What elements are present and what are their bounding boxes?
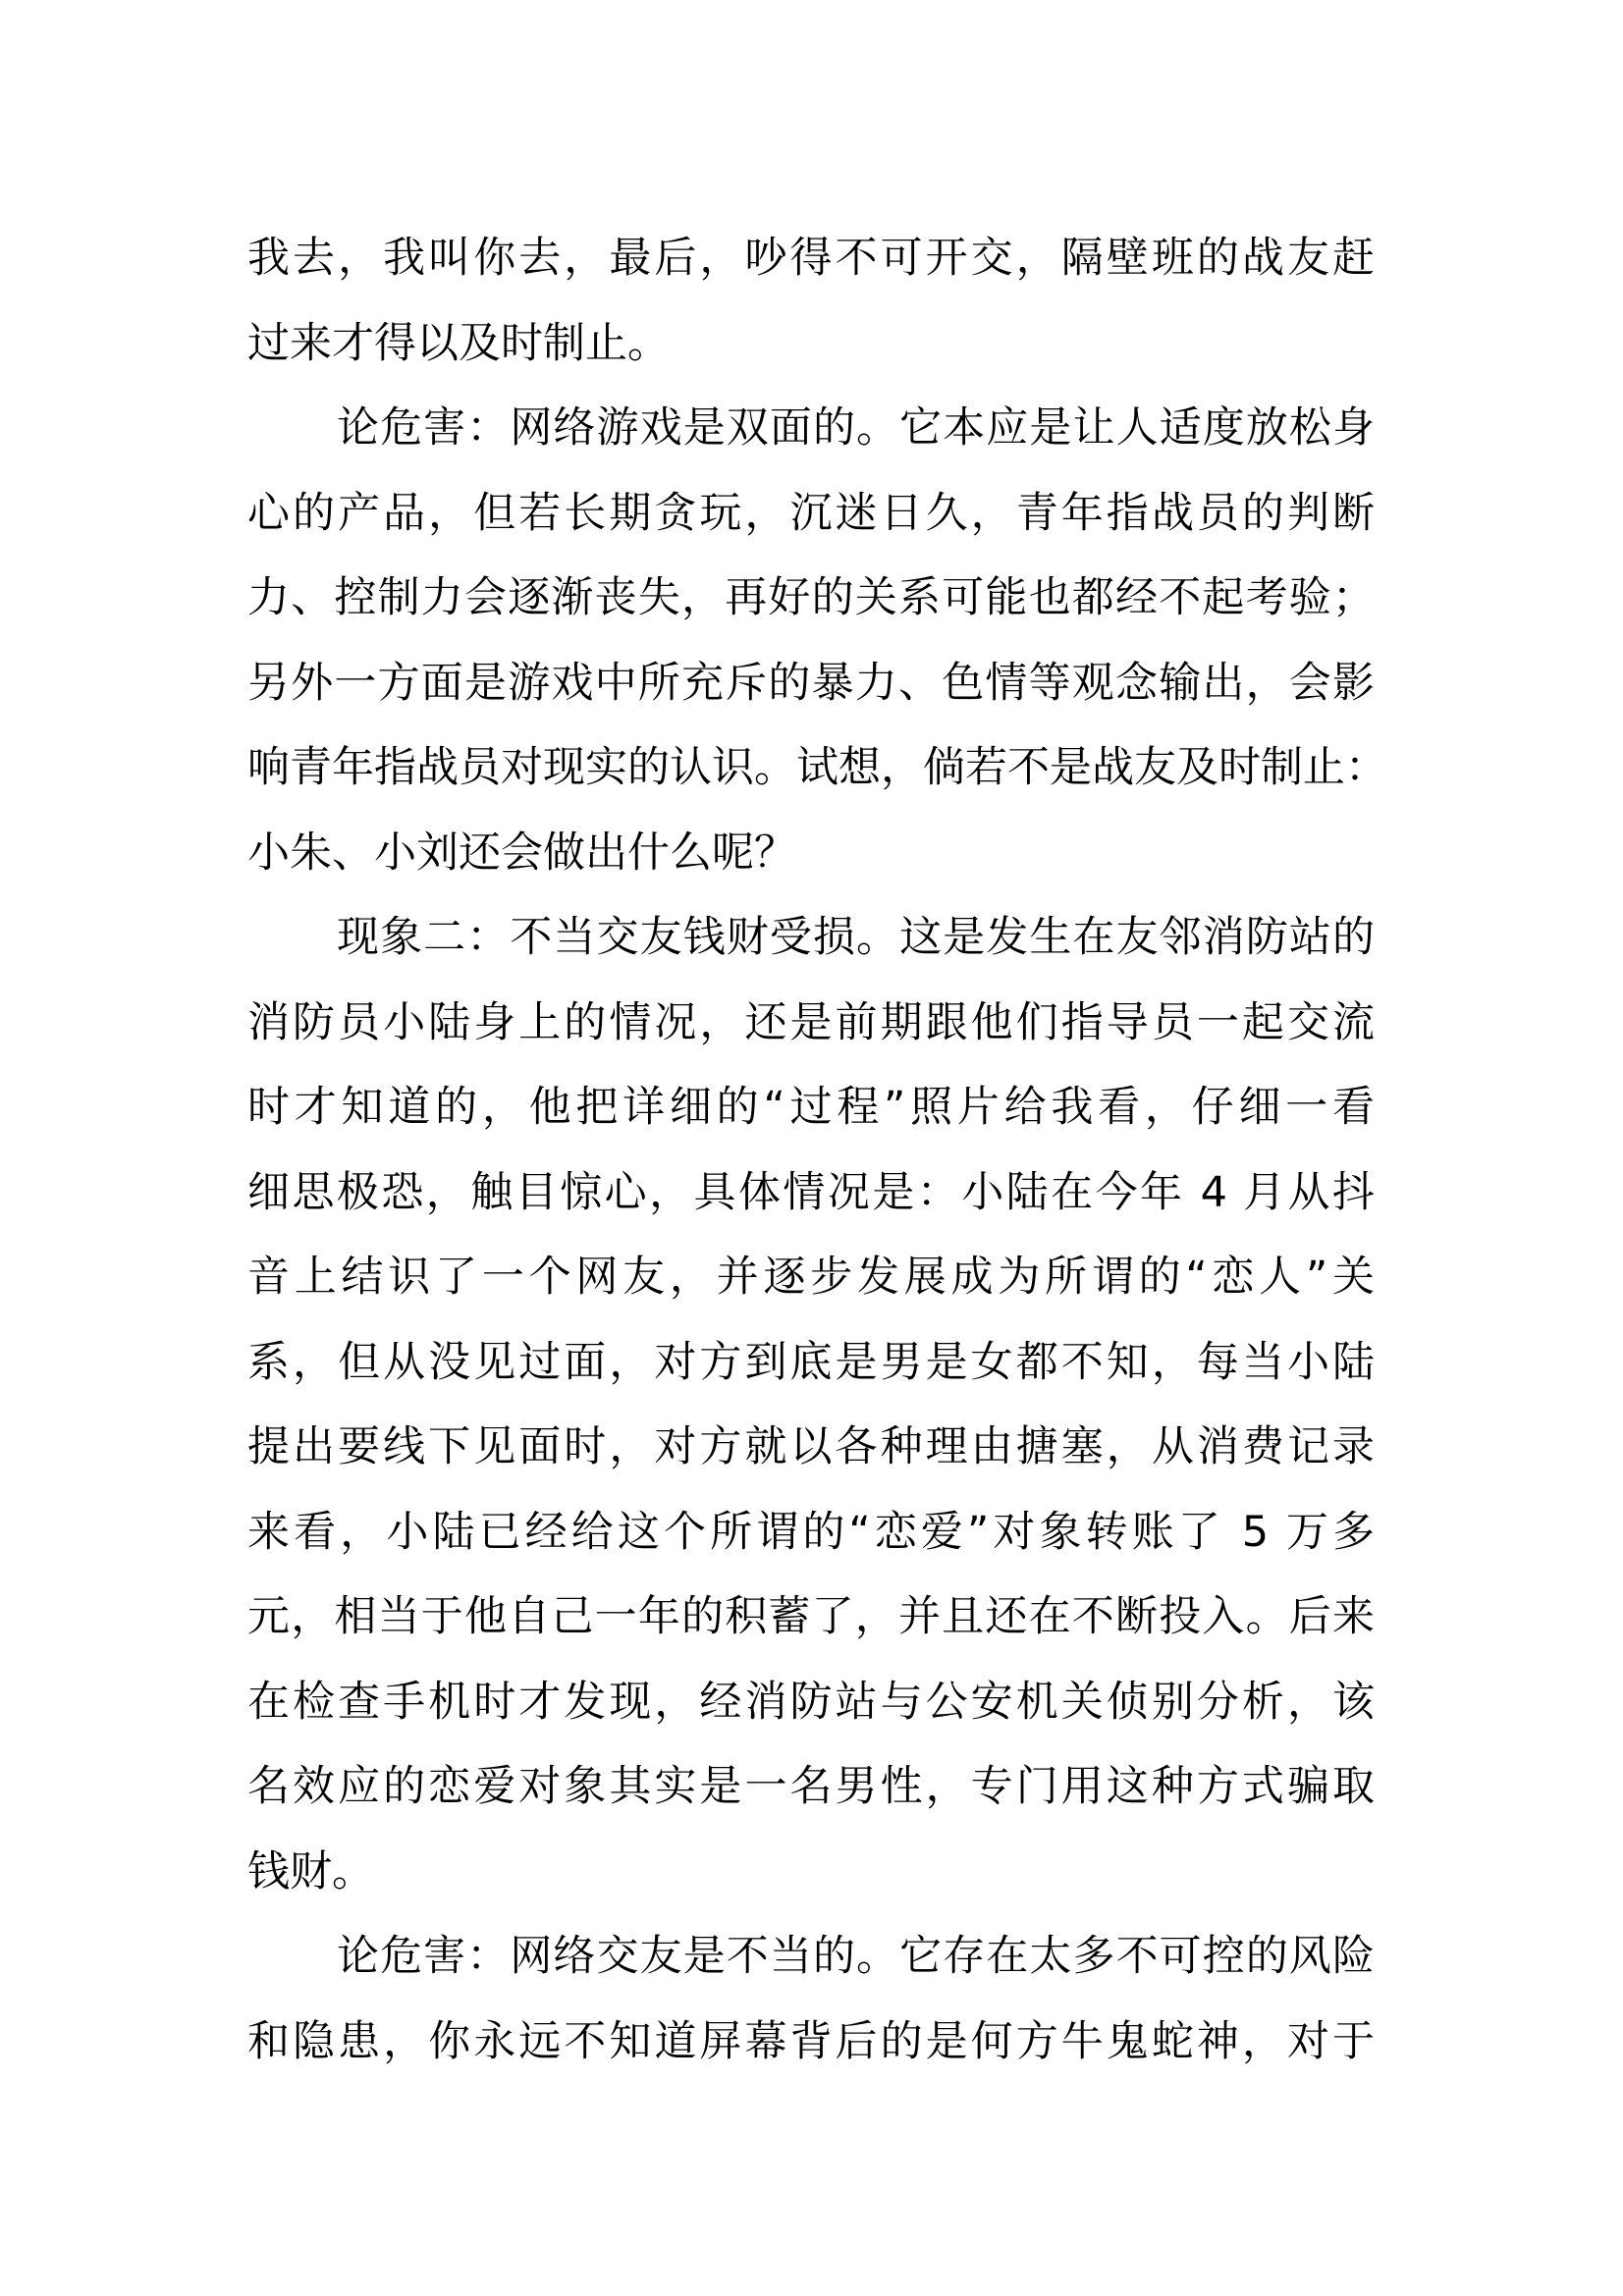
text-line: 钱财。	[247, 1846, 374, 1896]
text-line: 和隐患，你永远不知道屏幕背后的是何方牛鬼蛇神，对于	[247, 2016, 1375, 2066]
text-line: 响青年指战员对现实的认识。试想，倘若不是战友及时制止：	[247, 743, 1387, 792]
text-line: 另外一方面是游戏中所充斥的暴力、色情等观念输出，会影	[247, 658, 1375, 708]
text-line: 系，但从没见过面，对方到底是男是女都不知，每当小陆	[247, 1337, 1375, 1387]
text-line: 过来才得以及时制止。	[247, 318, 670, 368]
document-body	[247, 228, 1387, 2096]
text-line: 音上结识了一个网友，并逐步发展成为所谓的“恋人”关	[247, 1253, 1375, 1302]
text-line: 论危害：网络交友是不当的。它存在太多不可控的风险	[337, 1932, 1375, 1981]
text-line: 来看，小陆已经给这个所谓的“恋爱”对象转账了 5 万多	[247, 1507, 1375, 1557]
text-line: 我去，我叫你去，最后，吵得不可开交，隔壁班的战友赶	[247, 234, 1375, 283]
text-line: 力、控制力会逐渐丧失，再好的关系可能也都经不起考验；	[247, 573, 1375, 622]
text-line: 时才知道的，他把详细的“过程”照片给我看，仔细一看	[247, 1083, 1375, 1132]
paragraph-harm-friends	[247, 1926, 1375, 2096]
text-line: 消防员小陆身上的情况，还是前期跟他们指导员一起交流	[247, 997, 1375, 1047]
text-line: 细思极恐，触目惊心，具体情况是：小陆在今年 4 月从抖	[247, 1167, 1375, 1217]
text-line: 元，相当于他自己一年的积蓄了，并且还在不断投入。后来	[247, 1592, 1375, 1641]
paragraph-continuation	[247, 228, 1375, 398]
text-line: 心的产品，但若长期贪玩，沉迷日久，青年指战员的判断	[247, 488, 1375, 538]
text-line: 现象二：不当交友钱财受损。这是发生在友邻消防站的	[337, 913, 1375, 962]
paragraph-phenomenon-two	[247, 907, 1375, 1926]
paragraph-harm-games	[247, 398, 1387, 907]
text-line: 提出要线下见面时，对方就以各种理由搪塞，从消费记录	[247, 1422, 1375, 1471]
text-line: 论危害：网络游戏是双面的。它本应是让人适度放松身	[337, 403, 1375, 453]
text-line: 名效应的恋爱对象其实是一名男性，专门用这种方式骗取	[247, 1762, 1375, 1811]
text-line: 在检查手机时才发现，经消防站与公安机关侦别分析，该	[247, 1677, 1375, 1727]
text-line: 小朱、小刘还会做出什么呢？	[247, 828, 796, 878]
